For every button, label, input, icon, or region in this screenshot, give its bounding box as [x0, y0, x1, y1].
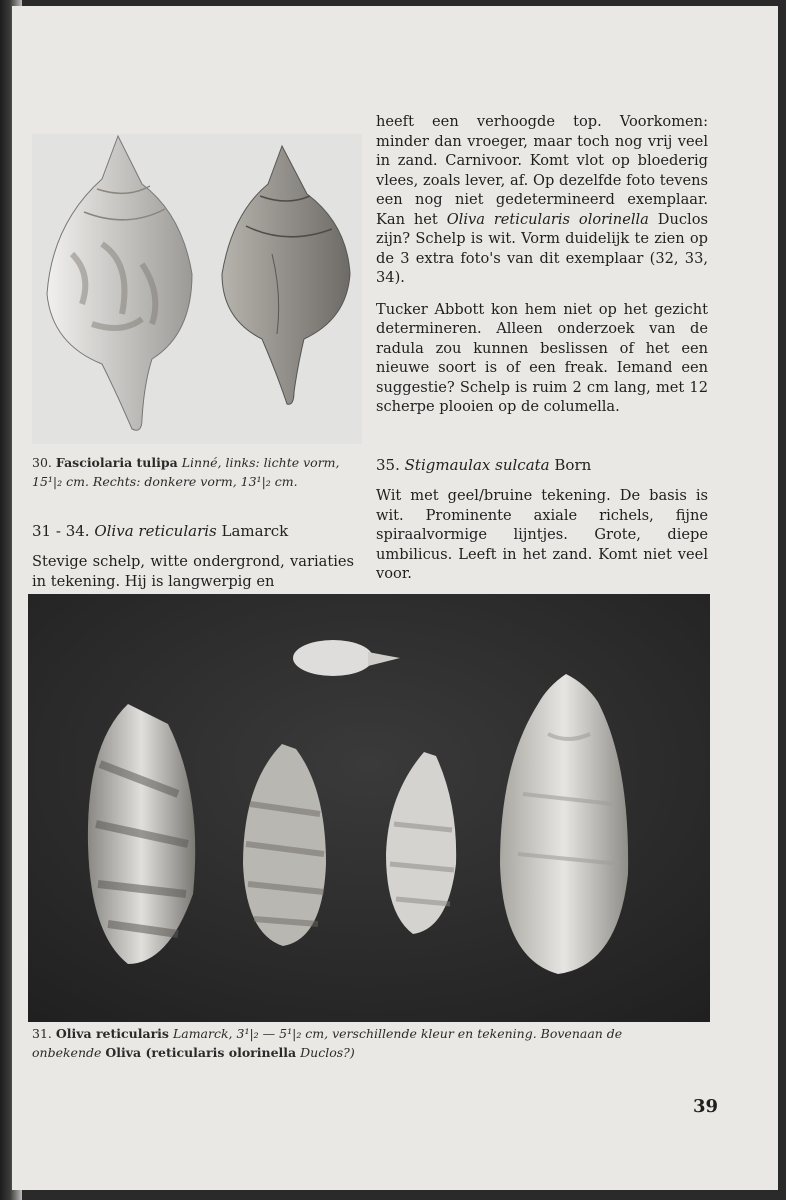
caption-photo-31 — [32, 1024, 732, 1062]
page — [12, 6, 778, 1190]
shell-illustration-30 — [32, 134, 362, 444]
caption-bold: Oliva (reticularis olorinella — [105, 1045, 297, 1060]
paragraph-1 — [376, 112, 708, 288]
page-number: 39 — [692, 1096, 718, 1117]
caption-species: Oliva reticularis — [55, 1026, 169, 1041]
heading-species: Stigmaulax sulcata — [404, 456, 550, 474]
caption-species: Fasciolaria tulipa — [55, 455, 178, 470]
paragraph: Wit met geel/bruine tekening. De basis is wit. Prominente axiale richels, fijne spiraalvormige lijntjes. Grote, diepe umbilicus. Leeft in het zand. Komt niet veel voor. — [376, 487, 708, 582]
heading-31-34 — [32, 522, 288, 540]
paragraph-1-text: heeft een verhoogde top. Voorkomen: minder dan vroeger, maar toch nog vrij veel in zand. Carnivoor. Komt vlot op bloederig vlees, zoals lever, af. Op dezelfde foto tevens een nog niet gedetermineerd exemplaar. Kan het — [376, 113, 708, 228]
caption-author: Duclos?) — [300, 1045, 355, 1060]
caption-description-line2: 15¹|₂ cm. Rechts: donkere vorm, 13¹|₂ cm. — [32, 474, 298, 489]
light-shell — [47, 136, 192, 430]
photo-oliva-reticularis — [28, 594, 710, 1022]
dark-shell — [222, 146, 350, 404]
paragraph-1-italic: Oliva reticularis olorinella — [446, 210, 649, 228]
caption-italic: onbekende — [32, 1045, 102, 1060]
caption-description: Lamarck, 3¹|₂ — 5¹|₂ cm, verschillende kleur en tekening. Bovenaan de — [172, 1026, 623, 1041]
heading-species: Oliva reticularis — [94, 522, 217, 540]
caption-description: Linné, links: lichte vorm, — [181, 455, 340, 470]
caption-number: 31. — [32, 1026, 52, 1041]
caption-photo-30 — [32, 453, 372, 491]
heading-number: 35. — [376, 456, 400, 474]
paragraph: Stevige schelp, witte ondergrond, variaties in tekening. Hij is langwerpig en — [32, 553, 354, 590]
caption-number: 30. — [32, 455, 52, 470]
heading-author: Lamarck — [221, 522, 289, 540]
heading-number: 31 - 34. — [32, 522, 90, 540]
heading-35 — [376, 456, 591, 474]
paragraph-2: Tucker Abbott kon hem niet op het gezicht determineren. Alleen onderzoek van de radula zou kunnen beslissen of het een nieuwe soort is of een freak. Iemand een suggestie? Schelp is ruim 2 cm lang, met 12 scherpe plooien op de columella. — [376, 300, 708, 415]
paragraph-1-end: Duclos zijn? Schelp is wit. Vorm duidelijk te zien op de 3 extra foto's van dit exemplaar (32, 33, 34). — [376, 210, 708, 286]
heading-author: Born — [554, 456, 592, 474]
right-column-text — [376, 112, 708, 429]
text-35 — [376, 486, 708, 596]
shell-illustration-31 — [28, 594, 710, 1022]
photo-fasciolaria-tulipa — [32, 134, 362, 444]
